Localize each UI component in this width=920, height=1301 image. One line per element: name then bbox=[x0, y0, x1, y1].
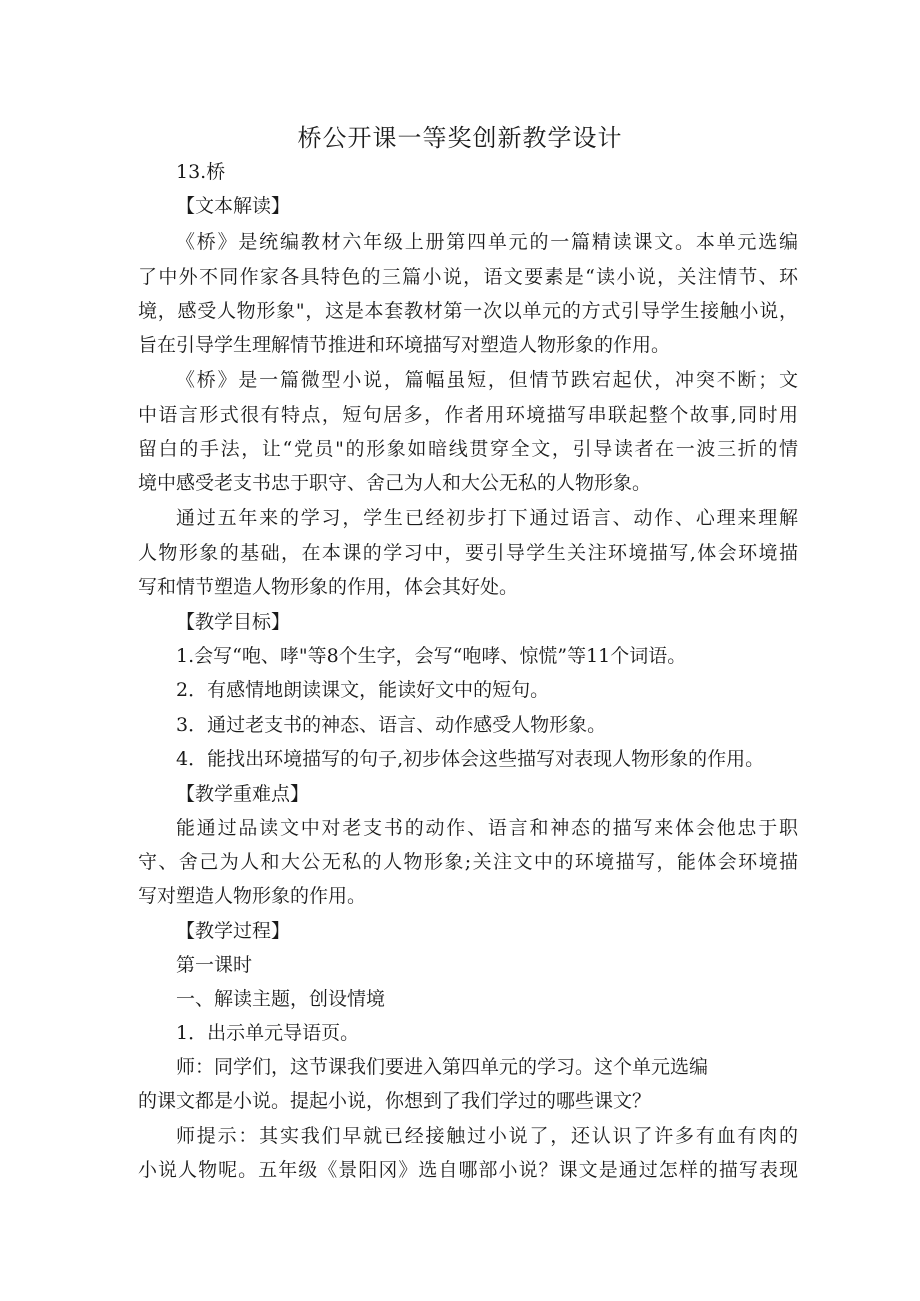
paragraph-line: 人物形象的基础，在本课的学习中，要引导学生关注环境描写,体会环境描 bbox=[138, 542, 798, 564]
section-heading-teaching-process: 【教学过程】 bbox=[176, 920, 291, 942]
paragraph-line: 旨在引导学生理解情节推进和环境描写对塑造人物形象的作用。 bbox=[138, 334, 671, 356]
paragraph-line: 《桥》是统编教材六年级上册第四单元的一篇精读课文。本单元选编 bbox=[176, 231, 798, 253]
paragraph-line: 写对塑造人物形象的作用。 bbox=[138, 885, 367, 907]
paragraph-line: 小说人物呢。五年级《景阳冈》选自哪部小说？课文是通过怎样的描写表现 bbox=[138, 1159, 798, 1181]
paragraph-line: 通过五年来的学习，学生已经初步打下通过语言、动作、心理来理解 bbox=[176, 507, 798, 529]
paragraph-line: 师：同学们，这节课我们要进入第四单元的学习。这个单元选编 bbox=[176, 1056, 709, 1078]
step-heading: 一、解读主题，创设情境 bbox=[176, 988, 386, 1010]
goal-item: 1.会写“咆、哮"等8个生字，会写“咆哮、惊慌”等11个词语。 bbox=[176, 645, 687, 667]
paragraph-line: 能通过品读文中对老支书的动作、语言和神态的描写来体会他忠于职 bbox=[176, 817, 798, 839]
paragraph-line: 守、舍己为人和大公无私的人物形象;关注文中的环境描写，能体会环境描 bbox=[138, 851, 798, 873]
section-heading-teaching-goals: 【教学目标】 bbox=[176, 611, 291, 633]
paragraph-line: 《桥》是一篇微型小说，篇幅虽短，但情节跌宕起伏，冲突不断；文 bbox=[176, 369, 798, 391]
paragraph-line: 写和情节塑造人物形象的作用，体会其好处。 bbox=[138, 576, 519, 598]
paragraph-line: 境，感受人物形象"，这是本套教材第一次以单元的方式引导学生接触小说， bbox=[138, 300, 798, 322]
paragraph-line: 师提示：其实我们早就已经接触过小说了，还认识了许多有血有肉的 bbox=[176, 1125, 798, 1147]
paragraph-line: 中语言形式很有特点，短句居多，作者用环境描写串联起整个故事,同时用 bbox=[138, 404, 798, 426]
paragraph-line: 留白的手法，让“党员"的形象如暗线贯穿全文，引导读者在一波三折的情 bbox=[138, 438, 798, 460]
section-heading-key-points: 【教学重难点】 bbox=[176, 783, 310, 805]
paragraph-line: 了中外不同作家各具特色的三篇小说，语文要素是“读小说，关注情节、环 bbox=[138, 266, 798, 288]
section-heading-text-reading: 【文本解读】 bbox=[176, 195, 291, 217]
period-heading: 第一课时 bbox=[176, 954, 253, 976]
paragraph-line: 的课文都是小说。提起小说，你想到了我们学过的哪些课文？ bbox=[138, 1090, 652, 1112]
document-title: 桥公开课一等奖创新教学设计 bbox=[297, 124, 623, 152]
paragraph-line: 境中感受老支书忠于职守、舍己为人和大公无私的人物形象。 bbox=[138, 472, 652, 494]
goal-item: 3．通过老支书的神态、语言、动作感受人物形象。 bbox=[176, 714, 607, 736]
goal-item: 4．能找出环境描写的句子,初步体会这些描写对表现人物形象的作用。 bbox=[176, 748, 765, 770]
step-item: 1．出示单元导语页。 bbox=[176, 1022, 360, 1044]
goal-item: 2．有感情地朗读课文，能读好文中的短句。 bbox=[176, 679, 550, 701]
lesson-heading: 13.桥 bbox=[176, 161, 226, 183]
